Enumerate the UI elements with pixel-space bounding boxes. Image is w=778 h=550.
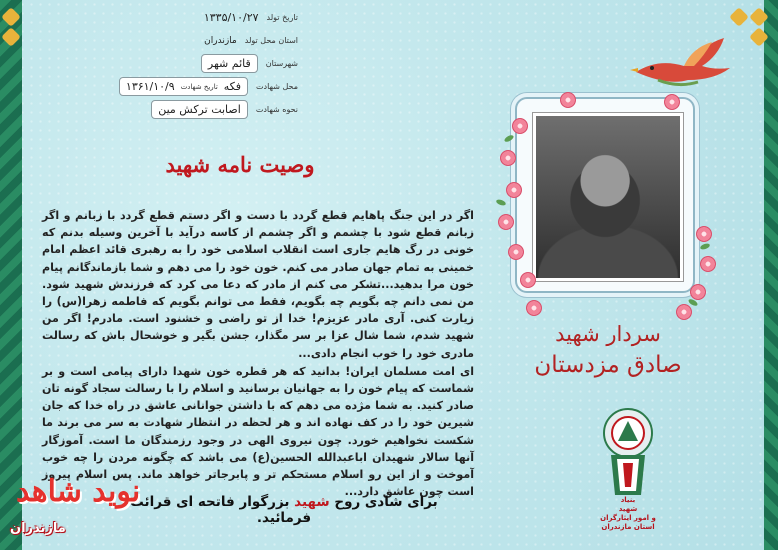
birth-place-value: مازندران: [204, 35, 237, 46]
flower-decoration: [512, 118, 528, 134]
right-ornamental-border: [764, 0, 778, 550]
closing-highlight: شهید: [294, 494, 330, 510]
martyrdom-method-box: [151, 100, 248, 119]
martyr-portrait: [533, 113, 683, 281]
birth-date-value: ۱۳۳۵/۱۰/۲۷: [203, 11, 259, 24]
martyrdom-date-label: تاریخ شهادت: [180, 82, 218, 91]
corner-ornament: [729, 7, 749, 27]
page-title: وصیت نامه شهید: [165, 152, 315, 177]
martyrdom-place-row: [66, 77, 298, 96]
martyrdom-method-label: نحوه شهادت: [255, 105, 298, 114]
martyrdom-box: [119, 77, 248, 96]
flower-decoration: [690, 284, 706, 300]
leaf-decoration: [503, 134, 514, 143]
will-paragraph-1: اگر در این جنگ پاهایم قطع گردد با دست و اگر دستم قطع گردد با زبانم و اگر زبانم قطع شود با چشمم و اگر چشمم از کاسه درآید با آخرین وسیله بدنم که خونی در رگ هایم جاری است انقلاب اسلامی خود را به رهبری قائد اعظم امام خمینی به تمام جهان صادر می کنم. خون خود را می دهم و شما بازماندگانم پیام خون مرا بدهید...تشکر می کنم از مادر که دعا می کرد که فرزندش شهید شود. من نمی دانم چه بگویم چه بگویم، فقط می توانم بگویم که فاطمه زهرا(س) را زیارت کنی. آری مادر عزیزم! خدا از تو راضی و خشنود است. مادرم! اگر من شهید شدم، شما شال عزا بر سر مگذار، جشن بگیر و خوشحال باش که رسالت مادری خود را خوب انجام دادی...: [42, 209, 474, 360]
martyrdom-place-label: محل شهادت: [256, 82, 298, 91]
flower-decoration: [676, 304, 692, 320]
flower-decoration: [506, 182, 522, 198]
flower-decoration: [526, 300, 542, 316]
commander-rank: سردار شهید: [555, 322, 661, 346]
watermark-subtitle: مازندران: [10, 521, 66, 536]
city-box: [201, 54, 258, 73]
martyrdom-method-row: [66, 100, 298, 119]
closing-part-1: برای شادی روح: [334, 494, 438, 510]
flower-decoration: [696, 226, 712, 242]
birth-place-row: [66, 31, 298, 50]
flower-decoration: [520, 272, 536, 288]
logo-line-2: شهید: [618, 505, 638, 513]
city-value: قائم شهر: [207, 57, 251, 70]
birth-place-label: استان محل تولد: [244, 36, 298, 45]
watermark-logo: نوید شاهد: [16, 474, 141, 509]
logo-line-3: و امور ایثارگران: [600, 514, 656, 522]
birth-date-label: تاریخ تولد: [266, 13, 298, 22]
commander-name: صادق مزدستان: [534, 352, 682, 378]
left-ornamental-border: [0, 0, 22, 550]
martyrdom-date-value: ۱۳۶۱/۱۰/۹: [125, 80, 175, 93]
leaf-decoration: [699, 242, 710, 250]
birth-date-row: [66, 8, 298, 27]
city-label: شهرستان: [265, 59, 298, 68]
city-row: [66, 54, 298, 73]
bio-info-panel: [66, 8, 298, 123]
leaf-decoration: [495, 198, 506, 206]
flower-decoration: [508, 244, 524, 260]
logo-line-4: استان مازندران: [601, 523, 655, 531]
flower-decoration: [500, 150, 516, 166]
closing-part-2: بزرگوار فاتحه ای قرائت فرمائید.: [130, 494, 312, 526]
martyrdom-method-value: اصابت ترکش مین: [158, 103, 241, 116]
martyrdom-place-value: فکه: [223, 80, 242, 93]
will-paragraph-2: ای امت مسلمان ایران! بدانید که هر قطره خون شهدا دارای پیامی است و بر شماست که پیام خون را به جهانیان برسانید و اسلام را با رسالت سجاد گونه تان صادر کنید. به شما مژده می دهم که با داشتن جوانانی عاشق در راه خدا که جان شیرین خود را در کف نهاده اند و هر لحظه در انتظار شهادت به سر می برند ما شکست نخواهیم خورد. چون نیروی الهی در وجود رزمندگان ما است. آموزگار آنها سالار شهیدان اباعبدالله الحسین(ع) می باشد که چگونه مردن را چه خوب آموخت و از این رو اسلام مستحکم تر و پابرجاتر خواهد ماند. پس اسلام پیروز است چون عاشق دارد...: [42, 364, 474, 499]
logo-line-1: بنیاد: [620, 496, 636, 504]
flower-decoration: [700, 256, 716, 272]
foundation-logo-text: [583, 496, 673, 532]
bird-illustration: [628, 30, 738, 90]
will-text: [42, 207, 474, 501]
closing-line: [104, 494, 464, 526]
flower-decoration: [498, 214, 514, 230]
flower-decoration: [664, 94, 680, 110]
commander-caption: [520, 320, 696, 382]
flower-decoration: [560, 92, 576, 108]
photo-frame: [515, 97, 695, 293]
